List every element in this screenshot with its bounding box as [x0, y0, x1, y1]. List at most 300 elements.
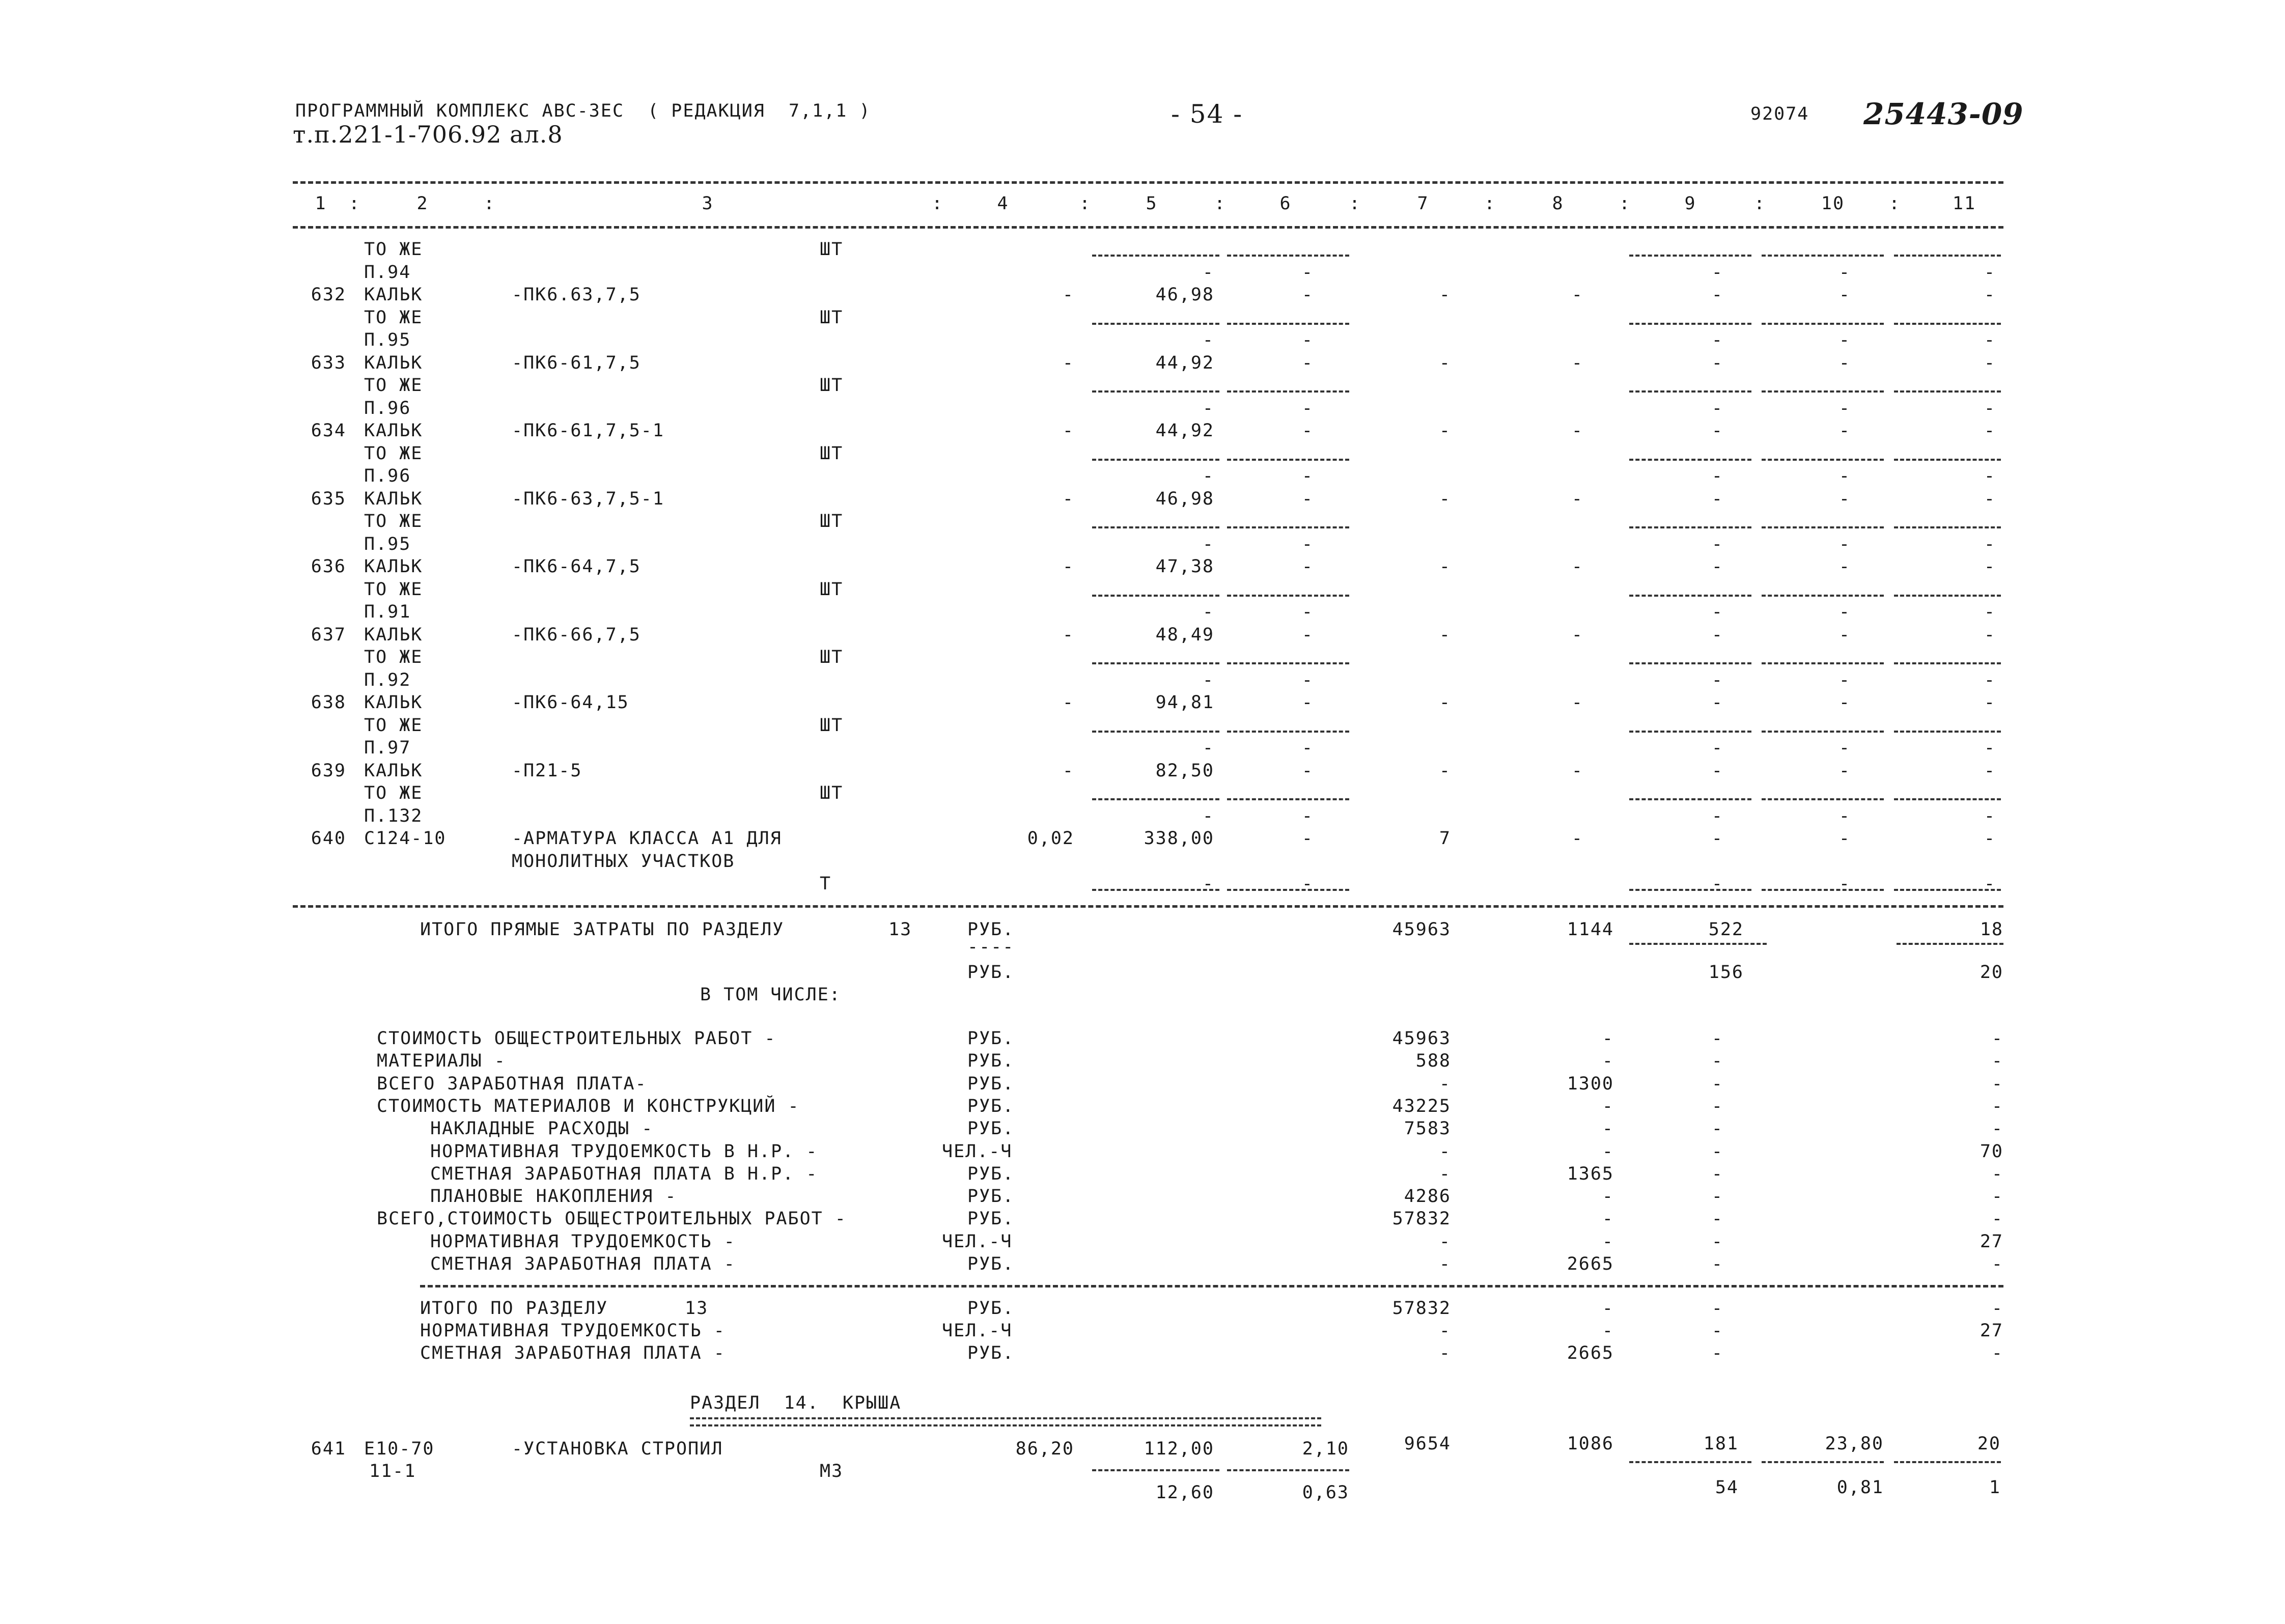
cell-divider — [1227, 390, 1349, 393]
breakdown-col9: - — [1711, 1209, 1723, 1229]
cell-col9: - — [1711, 692, 1723, 713]
breakdown-col7: 588 — [1415, 1051, 1451, 1071]
breakdown-label: СТОИМОСТЬ МАТЕРИАЛОВ И КОНСТРУКЦИЙ - — [377, 1096, 800, 1116]
cell-col9: - — [1711, 534, 1723, 554]
cell-col6: - — [1301, 761, 1314, 781]
breakdown-col11: - — [1991, 1118, 2003, 1139]
column-number-11: 11 — [1952, 193, 1976, 214]
cell-col5: 82,50 — [1155, 761, 1214, 781]
cell-col10: - — [1838, 285, 1851, 305]
cell-col10: - — [1838, 670, 1851, 690]
cell-col5: 47,38 — [1155, 556, 1214, 577]
item-641-divider — [1762, 1461, 1884, 1463]
cell-col5: - — [1202, 738, 1214, 758]
item-641-col8: 1086 — [1567, 1434, 1614, 1454]
totals-direct-unit-dashes: ---- — [967, 937, 1015, 957]
totals-direct-col8: 1144 — [1567, 919, 1614, 940]
cell-col5: 46,98 — [1155, 489, 1214, 509]
cell-divider — [1762, 255, 1884, 257]
program-line: ПРОГРАММНЫЙ КОМПЛЕКС АВС-ЗЕС ( РЕДАКЦИЯ 7,1,1 ) — [295, 101, 871, 121]
totals-direct-unit-second: РУБ. — [967, 962, 1015, 983]
cell-col8: - — [1571, 556, 1583, 577]
cell-col6: - — [1301, 534, 1314, 554]
cell-col9: - — [1711, 285, 1723, 305]
item-641-col9: 181 — [1703, 1434, 1739, 1454]
cell-divider — [1629, 526, 1751, 528]
cell-divider — [1894, 255, 2001, 257]
breakdown-label: СТОИМОСТЬ ОБЩЕСТРОИТЕЛЬНЫХ РАБОТ - — [377, 1028, 776, 1049]
cell-col7: - — [1439, 625, 1451, 645]
cell-divider — [1629, 662, 1751, 664]
cell-col9: - — [1711, 262, 1723, 283]
cell-col5: - — [1202, 262, 1214, 283]
cell-col6: - — [1301, 625, 1314, 645]
column-number-7: 7 — [1417, 193, 1429, 214]
row-code: КАЛЬК — [364, 692, 423, 713]
breakdown-unit: РУБ. — [967, 1074, 1015, 1094]
column-separator: : — [1349, 193, 1361, 214]
cell-col9: - — [1711, 670, 1723, 690]
cell-divider — [1227, 731, 1349, 733]
row-code: ТО ЖЕ — [364, 715, 423, 736]
cell-col6: - — [1301, 262, 1314, 283]
column-separator: : — [1889, 193, 1901, 214]
breakdown-col11: - — [1991, 1096, 2003, 1116]
row-description: -ПК6-66,7,5 — [512, 625, 641, 645]
breakdown-col7: 57832 — [1392, 1209, 1451, 1229]
cell-col9: - — [1711, 738, 1723, 758]
row-code: КАЛЬК — [364, 421, 423, 441]
section-total-col8: 2665 — [1567, 1343, 1614, 1363]
cell-col8: - — [1571, 421, 1583, 441]
row-code: П.94 — [364, 262, 411, 283]
totals-direct-col7: 45963 — [1392, 919, 1451, 940]
breakdown-col9: - — [1711, 1118, 1723, 1139]
breakdown-col8: 1300 — [1567, 1074, 1614, 1094]
cell-col7: - — [1439, 421, 1451, 441]
cell-divider — [1227, 662, 1349, 664]
breakdown-col8: 2665 — [1567, 1254, 1614, 1274]
column-number-2: 2 — [416, 193, 429, 214]
cell-divider — [1227, 323, 1349, 325]
cell-col5: 46,98 — [1155, 285, 1214, 305]
cell-col9: - — [1711, 828, 1723, 849]
breakdown-col7: 43225 — [1392, 1096, 1451, 1116]
cell-divider — [1629, 889, 1751, 891]
breakdown-col8: 1365 — [1567, 1164, 1614, 1184]
cell-col11: - — [1984, 534, 1996, 554]
section-total-col9: - — [1711, 1321, 1723, 1341]
cell-col10: - — [1838, 556, 1851, 577]
row-code: ТО ЖЕ — [364, 579, 423, 600]
section-total-col11: - — [1991, 1343, 2003, 1363]
breakdown-unit: РУБ. — [967, 1028, 1015, 1049]
breakdown-col8: - — [1602, 1231, 1614, 1252]
row-code: ТО ЖЕ — [364, 511, 423, 531]
column-number-3: 3 — [702, 193, 714, 214]
section-end-rule — [293, 905, 2003, 908]
totals-divider — [1897, 943, 2003, 945]
row-unit: ШТ — [820, 375, 844, 396]
breakdown-label: ПЛАНОВЫЕ НАКОПЛЕНИЯ - — [430, 1186, 677, 1207]
row-number: 638 — [311, 692, 346, 713]
cell-col10: - — [1838, 625, 1851, 645]
column-number-5: 5 — [1146, 193, 1158, 214]
breakdown-col9: - — [1711, 1186, 1723, 1207]
cell-col6: - — [1301, 421, 1314, 441]
cell-col10: - — [1838, 828, 1851, 849]
cell-col10: - — [1838, 692, 1851, 713]
breakdown-col7: 45963 — [1392, 1028, 1451, 1049]
breakdown-col9: - — [1711, 1231, 1723, 1252]
totals-direct-col11: 18 — [1980, 919, 2003, 940]
cell-col9: - — [1711, 761, 1723, 781]
breakdown-col11: 70 — [1980, 1141, 2003, 1162]
column-separator: : — [1754, 193, 1766, 214]
column-number-1: 1 — [315, 193, 327, 214]
cell-col4: - — [1062, 285, 1074, 305]
cell-col11: - — [1984, 489, 1996, 509]
cell-col6: - — [1301, 806, 1314, 826]
cell-col11: - — [1984, 806, 1996, 826]
table-header-rule — [293, 226, 2003, 229]
row-unit: ШТ — [820, 715, 844, 736]
cell-divider — [1894, 323, 2001, 325]
cell-col4: 0,02 — [1027, 828, 1074, 849]
cell-col11: - — [1984, 556, 1996, 577]
row-code: П.132 — [364, 806, 423, 826]
breakdown-unit: РУБ. — [967, 1164, 1015, 1184]
section-total-col8: - — [1602, 1321, 1614, 1341]
breakdown-col9: - — [1711, 1096, 1723, 1116]
breakdown-col8: - — [1602, 1209, 1614, 1229]
cell-col5: - — [1202, 602, 1214, 622]
cell-col7: - — [1439, 489, 1451, 509]
cell-col7: - — [1439, 285, 1451, 305]
breakdown-col8: - — [1602, 1118, 1614, 1139]
cell-col5: 44,92 — [1155, 353, 1214, 373]
cell-col8: - — [1571, 353, 1583, 373]
section-total-number: 13 — [685, 1298, 709, 1319]
row-code: П.96 — [364, 398, 411, 418]
breakdown-label: НОРМАТИВНАЯ ТРУДОЕМКОСТЬ - — [430, 1231, 736, 1252]
cell-col11: - — [1984, 398, 1996, 418]
cell-divider — [1894, 889, 2001, 891]
cell-col6: - — [1301, 489, 1314, 509]
row-code: П.96 — [364, 466, 411, 486]
cell-col8: - — [1571, 285, 1583, 305]
cell-divider — [1227, 889, 1349, 891]
cell-col5: 48,49 — [1155, 625, 1214, 645]
totals-direct-label: ИТОГО ПРЯМЫЕ ЗАТРАТЫ ПО РАЗДЕЛУ — [420, 919, 785, 940]
cell-divider — [1762, 731, 1884, 733]
document-code: 92074 — [1750, 104, 1809, 124]
section-total-col7: 57832 — [1392, 1298, 1451, 1319]
cell-divider — [1227, 798, 1349, 800]
cell-col5: - — [1202, 534, 1214, 554]
cell-divider — [1629, 595, 1751, 597]
cell-col5: 44,92 — [1155, 421, 1214, 441]
row-code: П.95 — [364, 534, 411, 554]
cell-col4: - — [1062, 353, 1074, 373]
cell-divider — [1629, 390, 1751, 393]
cell-col5: - — [1202, 874, 1214, 894]
row-code: КАЛЬК — [364, 625, 423, 645]
cell-col5: - — [1202, 466, 1214, 486]
cell-col9: - — [1711, 421, 1723, 441]
document-reference: т.п.221-1-706.92 ал.8 — [293, 121, 563, 148]
cell-col10: - — [1838, 466, 1851, 486]
cell-col6: - — [1301, 874, 1314, 894]
cell-col11: - — [1984, 874, 1996, 894]
section-total-label: НОРМАТИВНАЯ ТРУДОЕМКОСТЬ - — [420, 1321, 726, 1341]
row-unit: ШТ — [820, 647, 844, 667]
row-code: ТО ЖЕ — [364, 307, 423, 328]
cell-divider — [1092, 255, 1219, 257]
breakdown-unit: РУБ. — [967, 1209, 1015, 1229]
breakdown-col9: - — [1711, 1074, 1723, 1094]
cell-divider — [1629, 798, 1751, 800]
cell-col11: - — [1984, 262, 1996, 283]
breakdown-col11: - — [1991, 1209, 2003, 1229]
row-description: -ПК6.63,7,5 — [512, 285, 641, 305]
cell-divider — [1894, 798, 2001, 800]
item-641-col6: 2,10 — [1302, 1439, 1349, 1459]
section-total-unit: ЧЕЛ.-Ч — [942, 1321, 1013, 1341]
cell-divider — [1227, 255, 1349, 257]
cell-col4: - — [1062, 421, 1074, 441]
breakdown-unit: РУБ. — [967, 1051, 1015, 1071]
column-number-10: 10 — [1821, 193, 1845, 214]
cell-col6: - — [1301, 398, 1314, 418]
item-641-col6-second: 0,63 — [1302, 1482, 1349, 1503]
column-separator: : — [1619, 193, 1631, 214]
cell-col8: - — [1571, 625, 1583, 645]
cell-col11: - — [1984, 421, 1996, 441]
totals-direct-col11-second: 20 — [1980, 962, 2003, 983]
row-unit: ШТ — [820, 783, 844, 803]
item-641-code2: 11-1 — [369, 1461, 416, 1481]
row-number: 636 — [311, 556, 346, 577]
column-separator: : — [484, 193, 496, 214]
cell-divider — [1894, 731, 2001, 733]
cell-col10: - — [1838, 421, 1851, 441]
row-number: 639 — [311, 761, 346, 781]
breakdown-col9: - — [1711, 1028, 1723, 1049]
section-total-rule — [420, 1285, 2003, 1287]
cell-divider — [1227, 459, 1349, 461]
row-description: МОНОЛИТНЫХ УЧАСТКОВ — [512, 851, 735, 872]
cell-col6: - — [1301, 285, 1314, 305]
section-total-label: СМЕТНАЯ ЗАРАБОТНАЯ ПЛАТА - — [420, 1343, 726, 1363]
cell-divider — [1629, 323, 1751, 325]
row-number: 637 — [311, 625, 346, 645]
cell-col10: - — [1838, 262, 1851, 283]
section-total-col9: - — [1711, 1298, 1723, 1319]
item-641-col9-second: 54 — [1715, 1477, 1739, 1498]
cell-col10: - — [1838, 489, 1851, 509]
cell-col6: - — [1301, 738, 1314, 758]
cell-col8: - — [1571, 489, 1583, 509]
item-641-code: Е10-70 — [364, 1439, 435, 1459]
totals-direct-col9-second: 156 — [1708, 962, 1744, 983]
cell-col9: - — [1711, 353, 1723, 373]
breakdown-col9: - — [1711, 1164, 1723, 1184]
cell-divider — [1762, 323, 1884, 325]
row-unit: ШТ — [820, 239, 844, 260]
row-code: П.91 — [364, 602, 411, 622]
cell-divider — [1762, 390, 1884, 393]
row-code: ТО ЖЕ — [364, 783, 423, 803]
item-641-col11: 20 — [1977, 1434, 2001, 1454]
breakdown-label: СМЕТНАЯ ЗАРАБОТНАЯ ПЛАТА В Н.Р. - — [430, 1164, 818, 1184]
cell-col6: - — [1301, 353, 1314, 373]
cell-col7: - — [1439, 692, 1451, 713]
breakdown-col11: - — [1991, 1051, 2003, 1071]
row-code: П.95 — [364, 330, 411, 350]
row-description: -ПК6-63,7,5-1 — [512, 489, 664, 509]
section-total-col7: - — [1439, 1343, 1451, 1363]
section-14-title: РАЗДЕЛ 14. КРЫША — [690, 1393, 902, 1413]
cell-divider — [1762, 459, 1884, 461]
cell-divider — [1762, 798, 1884, 800]
column-number-9: 9 — [1684, 193, 1696, 214]
item-641-divider — [1092, 1469, 1219, 1471]
row-number: 640 — [311, 828, 346, 849]
cell-divider — [1629, 255, 1751, 257]
cell-divider — [1894, 390, 2001, 393]
cell-col10: - — [1838, 534, 1851, 554]
column-number-8: 8 — [1552, 193, 1564, 214]
totals-direct-col9: 522 — [1708, 919, 1744, 940]
cell-divider — [1762, 889, 1884, 891]
section-total-col9: - — [1711, 1343, 1723, 1363]
section-14-double-rule — [690, 1417, 1321, 1426]
handwritten-number: 25443-09 — [1863, 97, 2024, 131]
row-code: ТО ЖЕ — [364, 239, 423, 260]
cell-divider — [1092, 390, 1219, 393]
cell-col9: - — [1711, 466, 1723, 486]
row-unit: ШТ — [820, 443, 844, 464]
table-top-rule — [293, 181, 2003, 184]
breakdown-col7: 4286 — [1404, 1186, 1451, 1207]
cell-col11: - — [1984, 692, 1996, 713]
cell-divider — [1092, 323, 1219, 325]
breakdown-col11: - — [1991, 1164, 2003, 1184]
breakdown-label: НОРМАТИВНАЯ ТРУДОЕМКОСТЬ В Н.Р. - — [430, 1141, 818, 1162]
breakdown-col9: - — [1711, 1141, 1723, 1162]
cell-col6: - — [1301, 602, 1314, 622]
breakdown-col11: - — [1991, 1254, 2003, 1274]
cell-divider — [1629, 731, 1751, 733]
cell-col4: - — [1062, 625, 1074, 645]
cell-col4: - — [1062, 761, 1074, 781]
column-separator: : — [349, 193, 361, 214]
cell-col6: - — [1301, 330, 1314, 350]
row-unit: ШТ — [820, 307, 844, 328]
section-total-col11: 27 — [1980, 1321, 2003, 1341]
row-code: КАЛЬК — [364, 556, 423, 577]
cell-col10: - — [1838, 330, 1851, 350]
cell-col5: - — [1202, 398, 1214, 418]
breakdown-col8: - — [1602, 1028, 1614, 1049]
item-641-col5: 112,00 — [1144, 1439, 1214, 1459]
cell-col5: - — [1202, 806, 1214, 826]
cell-divider — [1894, 526, 2001, 528]
row-description: -ПК6-64,7,5 — [512, 556, 641, 577]
breakdown-col8: - — [1602, 1096, 1614, 1116]
row-code: КАЛЬК — [364, 489, 423, 509]
row-code: КАЛЬК — [364, 285, 423, 305]
breakdown-label: НАКЛАДНЫЕ РАСХОДЫ - — [430, 1118, 654, 1139]
cell-col5: - — [1202, 330, 1214, 350]
cell-divider — [1629, 459, 1751, 461]
row-code: КАЛЬК — [364, 761, 423, 781]
breakdown-col7: 7583 — [1404, 1118, 1451, 1139]
section-total-col11: - — [1991, 1298, 2003, 1319]
section-total-unit: РУБ. — [967, 1343, 1015, 1363]
row-code: П.92 — [364, 670, 411, 690]
cell-col6: - — [1301, 828, 1314, 849]
cell-col11: - — [1984, 625, 1996, 645]
cell-col11: - — [1984, 285, 1996, 305]
item-641-col7: 9654 — [1404, 1434, 1451, 1454]
cell-divider — [1227, 595, 1349, 597]
breakdown-unit: РУБ. — [967, 1186, 1015, 1207]
breakdown-col9: - — [1711, 1254, 1723, 1274]
cell-col11: - — [1984, 828, 1996, 849]
cell-col10: - — [1838, 353, 1851, 373]
row-number: 635 — [311, 489, 346, 509]
breakdown-col7: - — [1439, 1231, 1451, 1252]
item-641-description: -УСТАНОВКА СТРОПИЛ — [512, 1439, 723, 1459]
cell-col11: - — [1984, 602, 1996, 622]
breakdown-col8: - — [1602, 1186, 1614, 1207]
cell-col9: - — [1711, 398, 1723, 418]
column-separator: : — [1079, 193, 1092, 214]
row-number: 633 — [311, 353, 346, 373]
cell-col8: - — [1571, 828, 1583, 849]
cell-col10: - — [1838, 806, 1851, 826]
cell-col9: - — [1711, 874, 1723, 894]
cell-col6: - — [1301, 692, 1314, 713]
cell-divider — [1227, 526, 1349, 528]
row-unit: ШТ — [820, 511, 844, 531]
breakdown-unit: ЧЕЛ.-Ч — [942, 1141, 1013, 1162]
page-number: - 54 - — [1171, 99, 1243, 129]
cell-col9: - — [1711, 556, 1723, 577]
cell-col11: - — [1984, 353, 1996, 373]
column-number-4: 4 — [997, 193, 1009, 214]
breakdown-unit: РУБ. — [967, 1096, 1015, 1116]
row-unit: Т — [820, 874, 832, 894]
totals-divider — [1629, 943, 1767, 945]
column-number-6: 6 — [1279, 193, 1292, 214]
including-label: В ТОМ ЧИСЛЕ: — [700, 985, 841, 1005]
cell-col10: - — [1838, 398, 1851, 418]
item-641-col4: 86,20 — [1015, 1439, 1074, 1459]
cell-divider — [1762, 595, 1884, 597]
breakdown-col11: - — [1991, 1028, 2003, 1049]
row-description: -АРМАТУРА КЛАССА А1 ДЛЯ — [512, 828, 782, 849]
section-total-col8: - — [1602, 1298, 1614, 1319]
cell-divider — [1092, 526, 1219, 528]
cell-col10: - — [1838, 761, 1851, 781]
column-separator: : — [1214, 193, 1227, 214]
cell-col9: - — [1711, 806, 1723, 826]
cell-divider — [1894, 459, 2001, 461]
cell-col7: - — [1439, 761, 1451, 781]
